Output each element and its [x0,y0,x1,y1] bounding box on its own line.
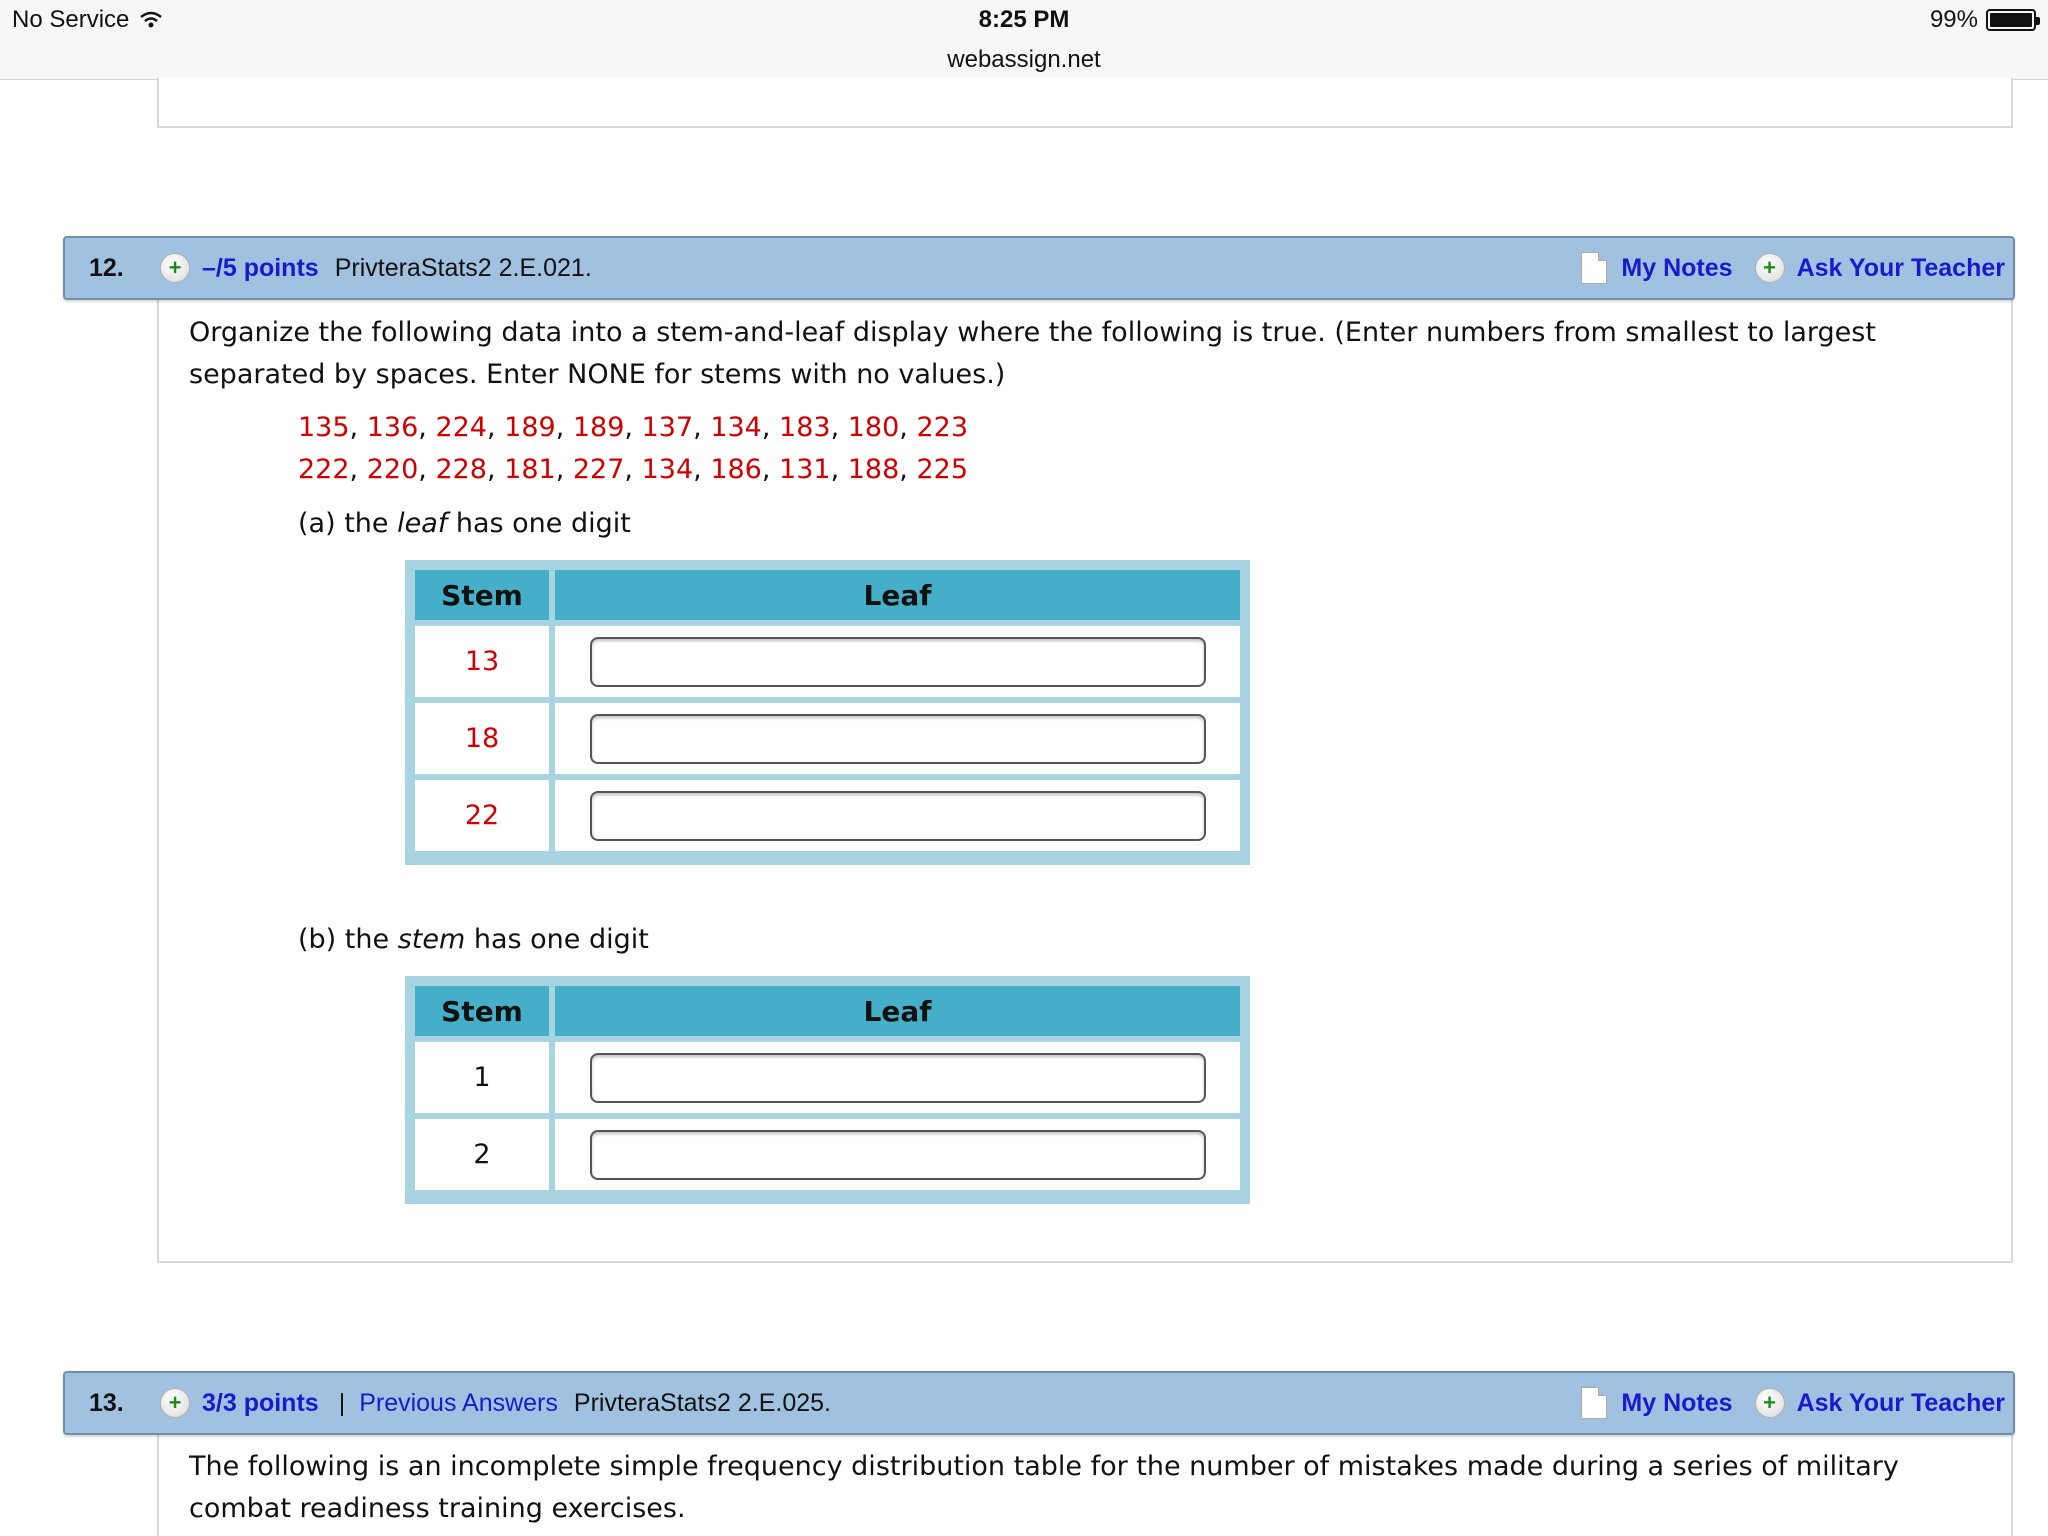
table-row [415,1042,1240,1113]
stem-leaf-table-a [405,560,1250,865]
comma-separator: , [555,454,573,485]
data-value: 220 [366,454,419,485]
problem-id: PrivteraStats2 2.E.025. [573,1388,831,1417]
data-value: 181 [504,454,556,485]
leaf-cell [555,703,1240,774]
leaf-cell [555,1042,1240,1113]
stem-cell: 22 [415,780,549,851]
expand-plus-icon[interactable]: + [160,253,190,283]
comma-separator: , [349,454,367,485]
battery-status [1930,6,2036,34]
part-b-emphasis: stem [397,924,466,955]
leaf-input-2[interactable] [590,1130,1206,1180]
comma-separator: , [693,454,711,485]
data-value: 189 [504,412,556,443]
part-b-prefix: (b) the [298,924,398,955]
header-actions [1581,1387,2013,1419]
comma-separator: , [761,454,780,485]
data-value: 189 [572,412,625,443]
data-value: 224 [435,412,487,443]
question-number: 12. [89,253,124,282]
comma-separator: , [899,412,917,443]
leaf-header: Leaf [555,986,1240,1036]
ask-teacher-plus-icon[interactable]: + [1755,1388,1785,1418]
leaf-input-13[interactable] [590,637,1206,687]
data-value: 228 [435,454,487,485]
question-12-prompt: Organize the following data into a stem-and-leaf display where the following is true. (Enter numbers from smallest to largest separated by spaces. Enter NONE for stems with no values.) [189,317,1876,390]
comma-separator: , [761,412,780,443]
previous-answers-link[interactable]: Previous Answers [359,1388,558,1417]
part-a-suffix: has one digit [447,508,631,539]
data-value: 222 [298,454,350,485]
leaf-input-18[interactable] [590,714,1206,764]
question-number: 13. [89,1388,124,1417]
stem-cell: 2 [415,1119,549,1190]
my-notes-link[interactable]: My Notes [1621,1388,1733,1417]
status-bar [0,0,2048,80]
ask-teacher-link[interactable]: Ask Your Teacher [1796,1388,2005,1417]
points-link[interactable]: –/5 points [202,253,319,282]
comma-separator: , [555,412,573,443]
header-actions [1581,252,2013,284]
problem-id: PrivteraStats2 2.E.021. [334,253,592,282]
leaf-cell [555,626,1240,697]
data-values-row-2 [298,454,968,485]
stem-cell: 18 [415,703,549,774]
data-value: 183 [779,412,831,443]
data-value: 186 [710,454,762,485]
data-value: 188 [847,454,900,485]
comma-separator: , [624,454,642,485]
comma-separator: , [693,412,711,443]
leaf-cell [555,780,1240,851]
stem-cell: 1 [415,1042,549,1113]
stem-header: Stem [415,570,549,620]
leaf-input-1[interactable] [590,1053,1206,1103]
battery-percent: 99% [1929,6,1978,33]
points-link[interactable]: 3/3 points [202,1388,319,1417]
stem-leaf-table-b [405,976,1250,1204]
question-13-header [63,1371,2015,1435]
data-value: 227 [572,454,625,485]
ask-teacher-link[interactable]: Ask Your Teacher [1796,253,2005,282]
question-13-prompt: The following is an incomplete simple frequency distribution table for the number of mistakes made during a series of military combat readiness training exercises. [189,1451,1899,1524]
clock: 8:25 PM [978,6,1070,33]
part-a-prefix: (a) the [298,508,398,539]
part-b-label [298,924,649,955]
separator: | [338,1388,346,1417]
note-icon[interactable] [1581,252,1607,284]
table-row [415,703,1240,774]
table-header-row [415,570,1240,620]
data-value: 131 [779,454,831,485]
comma-separator: , [349,412,367,443]
part-a-label [298,508,631,539]
battery-icon [1986,9,2036,31]
data-values-row-1 [298,412,968,443]
comma-separator: , [486,454,505,485]
table-row [415,626,1240,697]
data-value: 137 [641,412,694,443]
part-a-emphasis: leaf [397,508,448,539]
data-value: 225 [916,454,969,485]
part-b-suffix: has one digit [465,924,649,955]
data-value: 135 [298,412,350,443]
ask-teacher-plus-icon[interactable]: + [1755,253,1785,283]
comma-separator: , [486,412,505,443]
data-value: 134 [641,454,694,485]
battery-level [1990,13,2032,27]
stem-header: Stem [415,986,549,1036]
comma-separator: , [418,454,436,485]
data-value: 180 [847,412,900,443]
leaf-input-22[interactable] [590,791,1206,841]
comma-separator: , [830,454,848,485]
question-12-header [63,236,2015,300]
leaf-cell [555,1119,1240,1190]
comma-separator: , [418,412,436,443]
address-bar [0,6,2048,74]
carrier-label: No Service [12,6,130,33]
comma-separator: , [899,454,917,485]
comma-separator: , [624,412,642,443]
previous-question-panel [157,78,2013,128]
table-header-row [415,986,1240,1036]
data-value: 136 [366,412,419,443]
expand-plus-icon[interactable]: + [160,1388,190,1418]
url-field[interactable]: webassign.net [947,46,1101,73]
stem-cell: 13 [415,626,549,697]
data-value: 223 [916,412,969,443]
table-row [415,780,1240,851]
comma-separator: , [830,412,848,443]
note-icon[interactable] [1581,1387,1607,1419]
table-row [415,1119,1240,1190]
data-value: 134 [710,412,762,443]
my-notes-link[interactable]: My Notes [1621,253,1733,282]
leaf-header: Leaf [555,570,1240,620]
